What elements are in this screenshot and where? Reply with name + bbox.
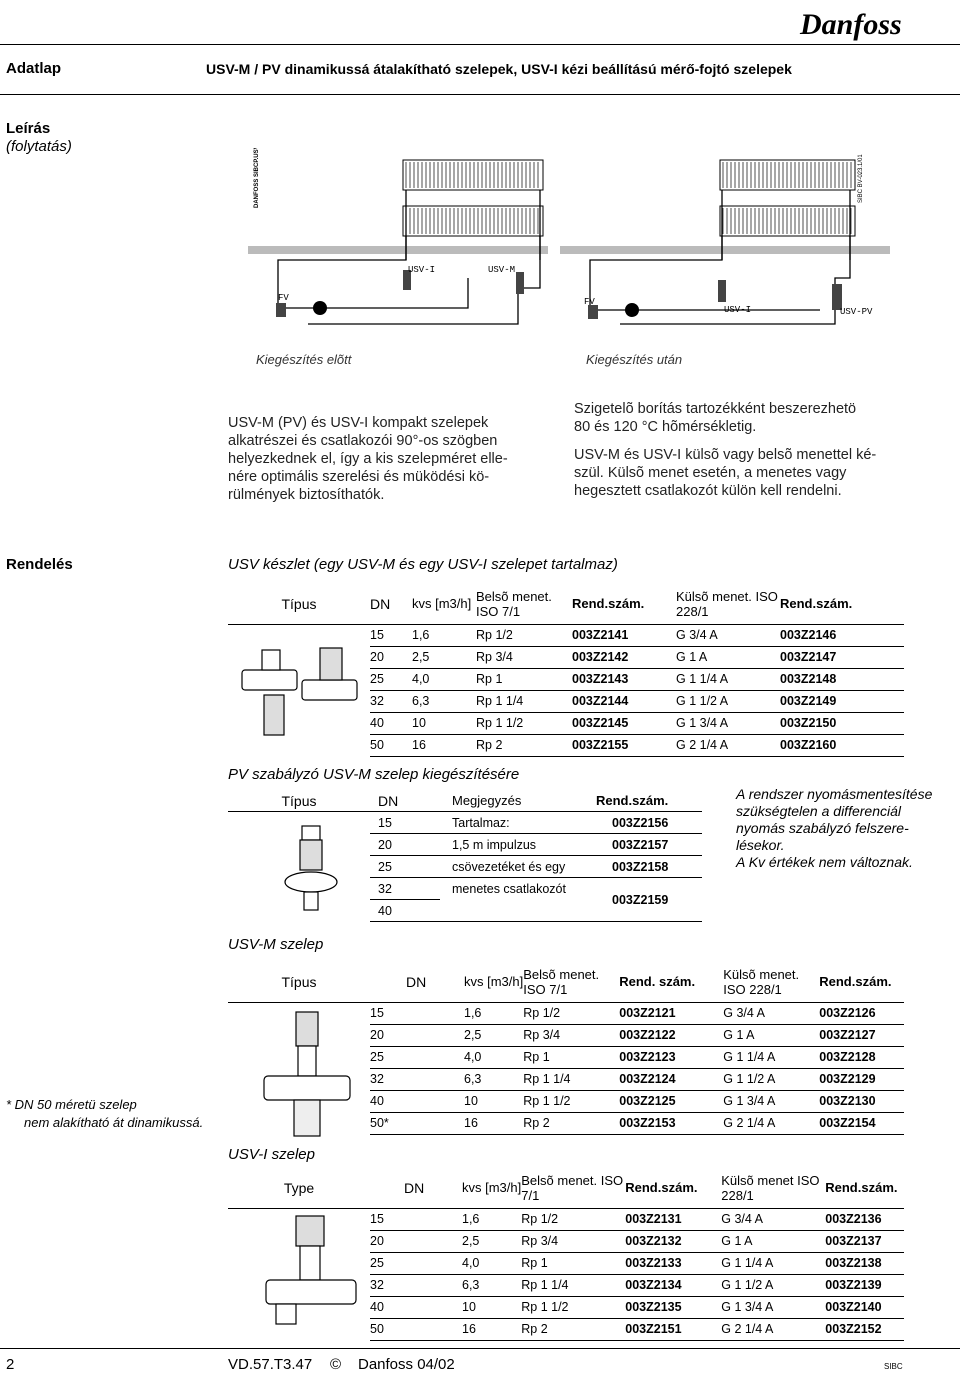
table-cell: 003Z2153 — [619, 1112, 723, 1134]
danfoss-logo — [798, 6, 902, 42]
description-right — [574, 400, 954, 500]
usvi-table — [228, 1168, 904, 1341]
table-cell: G 1 1/2 A — [721, 1274, 825, 1296]
table-cell: 40 — [370, 1090, 464, 1112]
table-row — [228, 1024, 904, 1046]
table-cell: 25 — [370, 668, 412, 690]
table-cell: Rp 1/2 — [523, 1002, 619, 1024]
footnote — [6, 1096, 203, 1132]
table-cell: 003Z2150 — [780, 712, 904, 734]
table-cell: 003Z2147 — [780, 646, 904, 668]
doc-title: USV-M / PV dinamikussá átalakítható szelepek, USV-I kézi beállítású mérő-fojtó szelepek — [206, 61, 792, 77]
table-cell: G 1 1/2 A — [676, 690, 780, 712]
table-cell: Rp 2 — [521, 1318, 625, 1340]
table-cell: 003Z2135 — [625, 1296, 721, 1318]
brand-logo-text: Danfoss — [800, 8, 902, 41]
table-cell: 003Z2146 — [780, 624, 904, 646]
col-header: Type — [228, 1168, 370, 1208]
table-cell: 003Z2148 — [780, 668, 904, 690]
footnote-line: nem alakítható át dinamikussá. — [24, 1115, 204, 1130]
table-cell: G 2 1/4 A — [721, 1318, 825, 1340]
table-cell: 003Z2152 — [825, 1318, 904, 1340]
col-header: Rend.szám. — [572, 584, 676, 624]
table-cell: Rp 1/2 — [521, 1208, 625, 1230]
col-header: Belsõ menet. ISO 7/1 — [521, 1168, 625, 1208]
pv-note: csövezetéket és egy — [440, 856, 596, 878]
table-row — [228, 668, 904, 690]
label-fv-left: FV — [278, 293, 289, 303]
table-cell: 50* — [370, 1112, 464, 1134]
table-row — [228, 734, 904, 756]
para-line: helyezkednek el, így a kis szelepméret elle- — [228, 451, 508, 467]
table-cell: 003Z2151 — [625, 1318, 721, 1340]
table-cell: Rp 1 1/2 — [521, 1296, 625, 1318]
table-cell: G 1 1/4 A — [723, 1046, 819, 1068]
kit-title: USV készlet (egy USV-M és egy USV-I szelepet tartalmaz) — [228, 556, 618, 573]
pv-dn: 32 — [370, 878, 440, 900]
table-cell: G 3/4 A — [721, 1208, 825, 1230]
col-header: Rend.szám. — [825, 1168, 904, 1208]
label-usv-i-right: USV-I — [724, 305, 752, 315]
doc-code: VD.57.T3.47 — [228, 1356, 313, 1373]
table-cell: 003Z2125 — [619, 1090, 723, 1112]
table-cell: G 2 1/4 A — [723, 1112, 819, 1134]
col-header: Rend.szám. — [819, 962, 904, 1002]
note-line: lésekor. — [736, 837, 785, 853]
table-row — [228, 646, 904, 668]
table-cell: Rp 1 1/4 — [523, 1068, 619, 1090]
table-cell: 32 — [370, 1068, 464, 1090]
table-cell: Rp 1 — [476, 668, 572, 690]
pv-code: 003Z2156 — [596, 812, 702, 834]
table-cell: 003Z2129 — [819, 1068, 904, 1090]
table-cell: 003Z2140 — [825, 1296, 904, 1318]
table-cell: 003Z2132 — [625, 1230, 721, 1252]
pv-code: 003Z2158 — [596, 856, 702, 878]
table-cell: 003Z2133 — [625, 1252, 721, 1274]
pv-note: menetes csatlakozót — [452, 881, 566, 896]
note-line: A rendszer nyomásmentesítése — [736, 786, 933, 802]
header-rule — [0, 44, 960, 45]
table-cell: 15 — [370, 1208, 462, 1230]
doc-type: Adatlap — [6, 60, 62, 77]
col-header: Rend. szám. — [619, 962, 723, 1002]
kit-table — [228, 584, 904, 757]
pv-dn: 20 — [370, 834, 440, 856]
label-usv-pv-right: USV-PV — [840, 307, 873, 317]
diagram-before — [248, 148, 548, 338]
table-cell: 2,5 — [464, 1024, 523, 1046]
table-cell: Rp 1 — [523, 1046, 619, 1068]
para-line: szül. Külsõ menet esetén, a menetes vagy — [574, 465, 847, 481]
table-cell: G 1 3/4 A — [676, 712, 780, 734]
table-cell: Rp 1 1/2 — [476, 712, 572, 734]
table-cell: G 1 1/4 A — [721, 1252, 825, 1274]
pv-code: 003Z2159 — [596, 878, 702, 922]
table-cell: G 1 3/4 A — [723, 1090, 819, 1112]
table-cell: 003Z2130 — [819, 1090, 904, 1112]
table-cell: 003Z2134 — [625, 1274, 721, 1296]
table-cell: Rp 2 — [523, 1112, 619, 1134]
col-header: Típus — [228, 962, 370, 1002]
table-cell: 6,3 — [462, 1274, 521, 1296]
col-header: Külsõ menet ISO 228/1 — [721, 1168, 825, 1208]
table-cell: G 1 1/2 A — [723, 1068, 819, 1090]
table-cell: 003Z2143 — [572, 668, 676, 690]
table-cell: G 1 A — [723, 1024, 819, 1046]
col-header: Típus — [228, 790, 370, 812]
para-line: alkatrészei és csatlakozói 90°-os szögben — [228, 433, 498, 449]
diagram-after — [560, 148, 890, 338]
col-header: DN — [370, 584, 412, 624]
header-rule-bottom — [0, 94, 960, 95]
pv-dn: 25 — [370, 856, 440, 878]
table-cell: 003Z2122 — [619, 1024, 723, 1046]
pv-code: 003Z2157 — [596, 834, 702, 856]
usvi-rows — [228, 1208, 904, 1340]
company-date: Danfoss 04/02 — [358, 1356, 455, 1373]
col-header: Külsõ menet. ISO 228/1 — [723, 962, 819, 1002]
table-row — [228, 1252, 904, 1274]
table-cell: 003Z2142 — [572, 646, 676, 668]
table-cell: 15 — [370, 624, 412, 646]
footer-tag: SIBC — [884, 1362, 903, 1371]
col-header: Belsõ menet. ISO 7/1 — [523, 962, 619, 1002]
col-header: kvs [m3/h] — [462, 1168, 521, 1208]
table-cell: Rp 1 1/4 — [521, 1274, 625, 1296]
col-header: DN — [370, 790, 440, 812]
diagram-code-right: SIBC BV-023.1/01 — [858, 154, 864, 203]
pv-side-note — [736, 786, 932, 871]
table-cell: G 3/4 A — [676, 624, 780, 646]
table-cell: 32 — [370, 1274, 462, 1296]
table-cell: 40 — [370, 1296, 462, 1318]
table-cell: 20 — [370, 1230, 462, 1252]
table-cell: G 1 1/4 A — [676, 668, 780, 690]
table-cell: 003Z2149 — [780, 690, 904, 712]
table-cell: 003Z2138 — [825, 1252, 904, 1274]
table-cell: 1,6 — [462, 1208, 521, 1230]
table-cell: G 3/4 A — [723, 1002, 819, 1024]
table-cell: 003Z2121 — [619, 1002, 723, 1024]
note-line: nyomás szabályzó felszere- — [736, 820, 909, 836]
pv-note: Tartalmaz: — [440, 812, 596, 834]
description-left — [228, 414, 568, 504]
table-cell: 003Z2136 — [825, 1208, 904, 1230]
table-cell: 003Z2155 — [572, 734, 676, 756]
table-cell: 6,3 — [412, 690, 476, 712]
table-cell: Rp 1/2 — [476, 624, 572, 646]
table-cell: 2,5 — [462, 1230, 521, 1252]
diagram-code-left: DANFOSS SIBCP.USV.003.01 — [254, 148, 260, 208]
col-header: Megjegyzés — [440, 790, 596, 812]
table-row — [228, 1090, 904, 1112]
usvm-table — [228, 962, 904, 1135]
table-cell: 003Z2141 — [572, 624, 676, 646]
table-cell: 003Z2154 — [819, 1112, 904, 1134]
table-cell: 16 — [412, 734, 476, 756]
table-row — [228, 1112, 904, 1134]
table-cell: Rp 3/4 — [521, 1230, 625, 1252]
table-row — [228, 1002, 904, 1024]
table-cell: G 1 A — [721, 1230, 825, 1252]
table-cell: 32 — [370, 690, 412, 712]
col-header: Típus — [228, 584, 370, 624]
table-cell: 003Z2144 — [572, 690, 676, 712]
table-cell: 003Z2128 — [819, 1046, 904, 1068]
pv-table — [228, 790, 702, 922]
table-cell: 003Z2139 — [825, 1274, 904, 1296]
table-cell: G 2 1/4 A — [676, 734, 780, 756]
table-row — [228, 1068, 904, 1090]
table-cell: 4,0 — [462, 1252, 521, 1274]
para-line: nére optimális szerelési és müködési kö- — [228, 469, 490, 485]
table-cell: G 1 3/4 A — [721, 1296, 825, 1318]
table-cell: Rp 1 1/2 — [523, 1090, 619, 1112]
pv-title: PV szabályzó USV-M szelep kiegészítésére — [228, 766, 520, 783]
table-cell: 16 — [462, 1318, 521, 1340]
label-fv-right: FV — [584, 297, 595, 307]
para-line: rülmények biztosíthatók. — [228, 487, 385, 503]
pv-dn: 15 — [370, 812, 440, 834]
table-cell: 003Z2127 — [819, 1024, 904, 1046]
label-usv-m-left: USV-M — [488, 265, 516, 275]
para-line: USV-M és USV-I külsõ vagy belsõ menettel ké- — [574, 447, 877, 463]
table-row — [228, 1296, 904, 1318]
para-line: Szigetelõ borítás tartozékként beszerezhetö — [574, 401, 857, 417]
table-cell: 003Z2137 — [825, 1230, 904, 1252]
pv-note: 1,5 m impulzus — [440, 834, 596, 856]
usvi-title: USV-I szelep — [228, 1146, 315, 1163]
section-label-description: Leírás — [6, 120, 51, 137]
table-cell: 16 — [464, 1112, 523, 1134]
table-cell: 6,3 — [464, 1068, 523, 1090]
col-header: Belsõ menet. ISO 7/1 — [476, 584, 572, 624]
kit-rows — [228, 624, 904, 756]
col-header: Rend.szám. — [625, 1168, 721, 1208]
table-cell: 25 — [370, 1046, 464, 1068]
table-row — [228, 1230, 904, 1252]
usvm-rows — [228, 1002, 904, 1134]
label-usv-i-left: USV-I — [408, 265, 436, 275]
section-label-order: Rendelés — [6, 556, 73, 573]
pv-dn: 40 — [370, 900, 440, 922]
table-cell: 003Z2124 — [619, 1068, 723, 1090]
table-cell: 003Z2145 — [572, 712, 676, 734]
table-row — [228, 624, 904, 646]
col-header: Külsõ menet. ISO 228/1 — [676, 584, 780, 624]
table-cell: 2,5 — [412, 646, 476, 668]
footer-rule — [0, 1348, 960, 1349]
note-line: A Kv értékek nem változnak. — [736, 854, 913, 870]
table-cell: Rp 2 — [476, 734, 572, 756]
table-cell: 003Z2131 — [625, 1208, 721, 1230]
note-line: szükségtelen a differenciál — [736, 803, 901, 819]
table-cell: 003Z2123 — [619, 1046, 723, 1068]
table-cell: 10 — [462, 1296, 521, 1318]
table-cell: Rp 3/4 — [476, 646, 572, 668]
caption-before: Kiegészítés elõtt — [256, 352, 352, 367]
para-line: hegesztett csatlakozót külön kell rendelni. — [574, 483, 842, 499]
table-cell: 1,6 — [412, 624, 476, 646]
table-cell: Rp 1 1/4 — [476, 690, 572, 712]
col-header: kvs [m3/h] — [464, 962, 523, 1002]
para-line: USV-M (PV) és USV-I kompakt szelepek — [228, 415, 489, 431]
table-cell: 50 — [370, 734, 412, 756]
table-cell: 40 — [370, 712, 412, 734]
table-cell: 25 — [370, 1252, 462, 1274]
copyright-symbol: © — [330, 1356, 342, 1373]
table-cell: 15 — [370, 1002, 464, 1024]
table-cell: 50 — [370, 1318, 462, 1340]
col-header: DN — [370, 962, 464, 1002]
table-cell: 4,0 — [412, 668, 476, 690]
col-header: Rend.szám. — [596, 790, 702, 812]
para-line: 80 és 120 °C hõmérsékletig. — [574, 419, 757, 435]
table-row — [228, 1208, 904, 1230]
table-cell: 20 — [370, 1024, 464, 1046]
caption-after: Kiegészítés után — [586, 352, 683, 367]
table-row — [228, 690, 904, 712]
col-header: kvs [m3/h] — [412, 584, 476, 624]
table-cell: G 1 A — [676, 646, 780, 668]
table-row — [228, 1046, 904, 1068]
table-cell: 4,0 — [464, 1046, 523, 1068]
table-row — [228, 1318, 904, 1340]
table-cell: 003Z2160 — [780, 734, 904, 756]
table-cell: Rp 1 — [521, 1252, 625, 1274]
table-cell: 20 — [370, 646, 412, 668]
table-cell: 1,6 — [464, 1002, 523, 1024]
table-row — [228, 1274, 904, 1296]
table-row — [228, 712, 904, 734]
footnote-line: * DN 50 méretü szelep — [6, 1097, 137, 1112]
usvm-title: USV-M szelep — [228, 936, 324, 953]
section-sublabel: (folytatás) — [6, 138, 72, 155]
table-cell: 10 — [412, 712, 476, 734]
page-number: 2 — [6, 1356, 15, 1373]
table-cell: 003Z2126 — [819, 1002, 904, 1024]
col-header: DN — [370, 1168, 462, 1208]
table-cell: 10 — [464, 1090, 523, 1112]
col-header: Rend.szám. — [780, 584, 904, 624]
table-cell: Rp 3/4 — [523, 1024, 619, 1046]
